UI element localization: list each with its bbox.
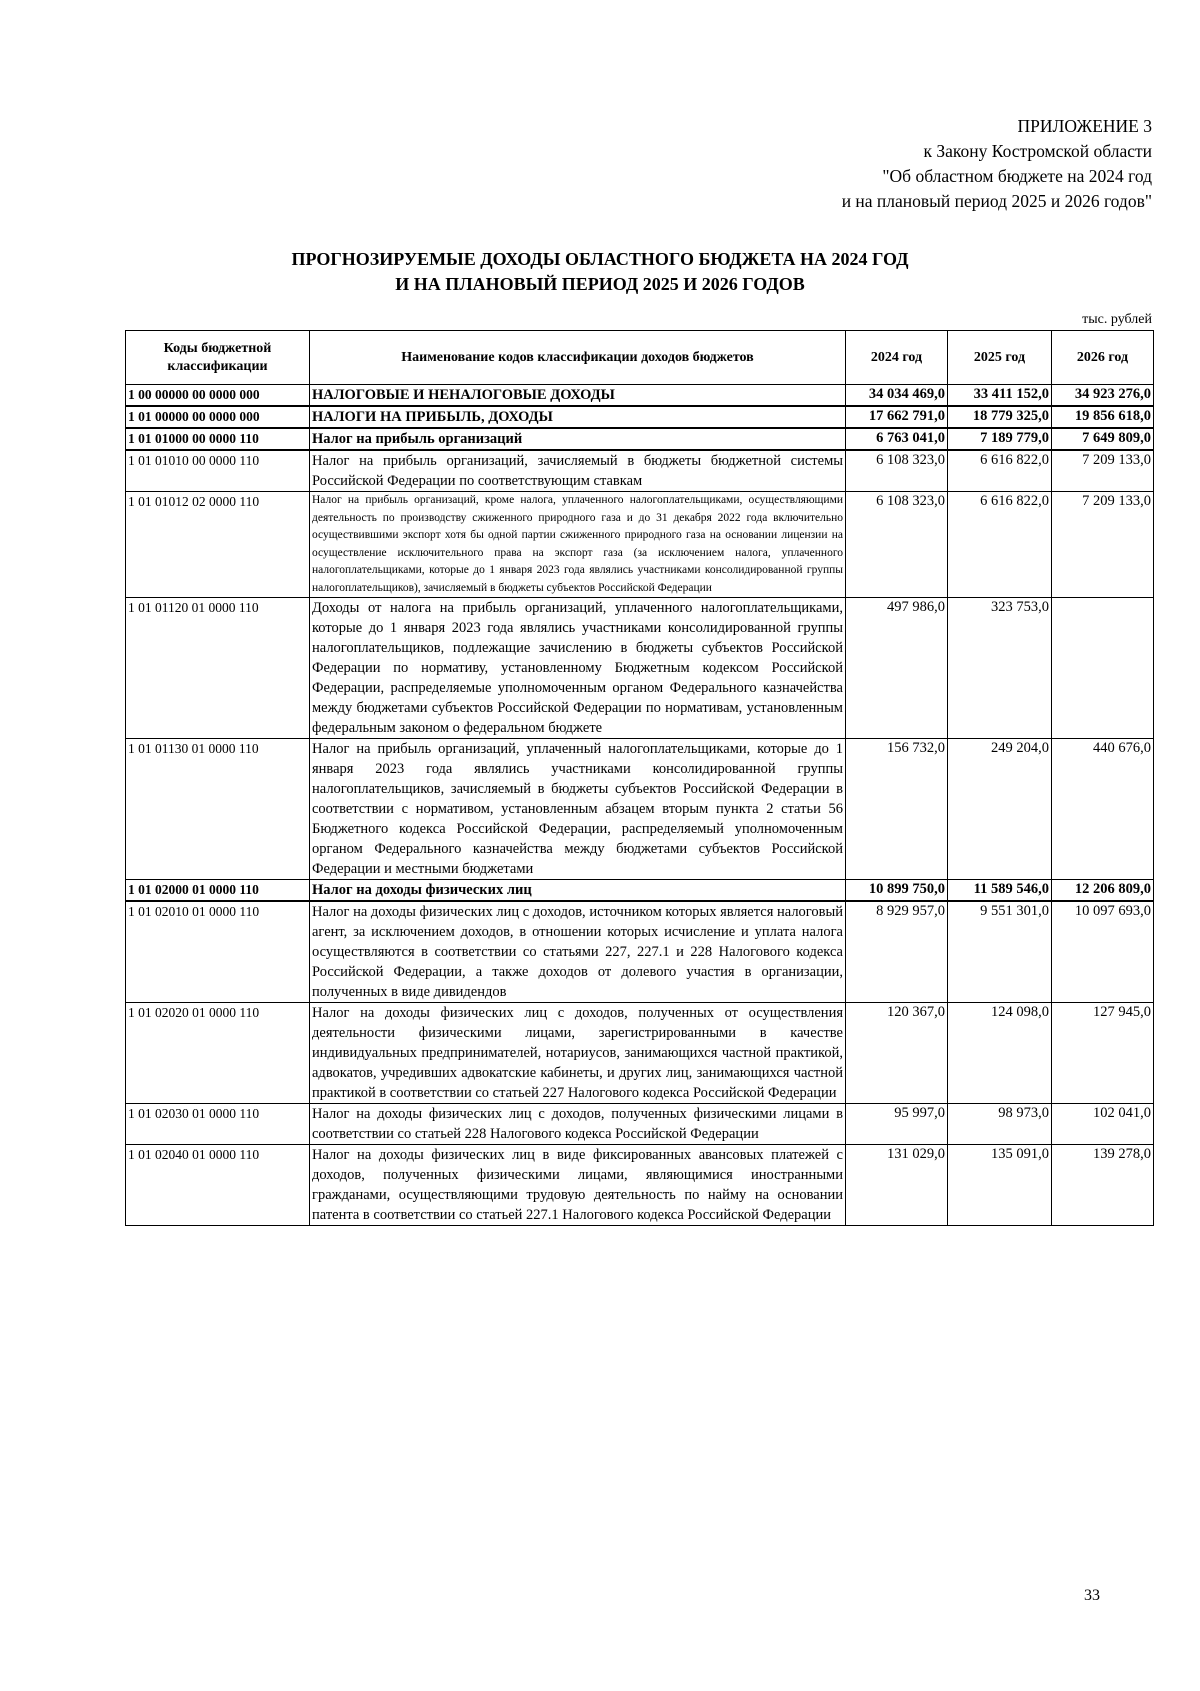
table-row: [126, 450, 1154, 492]
row-value-2024: 120 367,0: [846, 1003, 948, 1104]
table-row: [126, 880, 1154, 902]
row-value-2025: 124 098,0: [948, 1003, 1052, 1104]
row-code: 1 01 01010 00 0000 110: [126, 450, 310, 492]
row-code: 1 01 01120 01 0000 110: [126, 598, 310, 739]
document-title: [0, 247, 1200, 297]
row-name: Налог на прибыль организаций, зачисляемый в бюджеты бюджетной системы Российской Федерации по соответствующим ставкам: [310, 450, 846, 492]
row-value-2024: 95 997,0: [846, 1104, 948, 1145]
row-value-2026: 127 945,0: [1052, 1003, 1154, 1104]
row-value-2026: [1052, 598, 1154, 739]
table-header-row: [126, 331, 1154, 385]
appendix-number: ПРИЛОЖЕНИЕ 3: [1017, 116, 1152, 136]
appendix-law-period: и на плановый период 2025 и 2026 годов": [841, 191, 1152, 211]
row-value-2025: 33 411 152,0: [948, 385, 1052, 407]
table-row: [126, 428, 1154, 450]
units-label: тыс. рублей: [1082, 312, 1152, 327]
row-value-2024: 497 986,0: [846, 598, 948, 739]
title-line-1: ПРОГНОЗИРУЕМЫЕ ДОХОДЫ ОБЛАСТНОГО БЮДЖЕТА НА 2024 ГОД: [291, 249, 909, 269]
row-value-2026: 34 923 276,0: [1052, 385, 1154, 407]
row-name: НАЛОГОВЫЕ И НЕНАЛОГОВЫЕ ДОХОДЫ: [310, 385, 846, 407]
row-name: Налог на доходы физических лиц с доходов, источником которых является налоговый агент, за исключением доходов, в отношении которых исчисление и уплата налога осуществляются в соответствии со статьями 227, 227.1 и 228 Налогового кодекса Российской Федерации, а также доходов от долевого участия в организации, полученных в виде дивидендов: [310, 901, 846, 1003]
row-value-2026: 7 209 133,0: [1052, 492, 1154, 598]
row-name: Налог на доходы физических лиц в виде фиксированных авансовых платежей с доходов, полученных физическими лицами, являющимися иностранными гражданами, осуществляющими трудовую деятельность по найму на основании патента в соответствии со статьей 227.1 Налогового кодекса Российской Федерации: [310, 1145, 846, 1226]
row-value-2025: 7 189 779,0: [948, 428, 1052, 450]
row-value-2025: 323 753,0: [948, 598, 1052, 739]
row-name: Налог на прибыль организаций, уплаченный налогоплательщиками, которые до 1 января 2023 года являлись участниками консолидированной группы налогоплательщиков, зачисляемый в бюджеты субъектов Российской Федерации в соответствии с нормативом, установленным абзацем вторым пункта 2 статьи 56 Бюджетного кодекса Российской Федерации, распределяемый уполномоченным органом Федерального казначейства между бюджетами субъектов Российской Федерации и местными бюджетами: [310, 739, 846, 880]
row-value-2026: 139 278,0: [1052, 1145, 1154, 1226]
row-code: 1 01 02030 01 0000 110: [126, 1104, 310, 1145]
revenue-table: [125, 330, 1154, 1226]
row-code: 1 01 00000 00 0000 000: [126, 406, 310, 428]
row-value-2026: 10 097 693,0: [1052, 901, 1154, 1003]
row-value-2026: 12 206 809,0: [1052, 880, 1154, 902]
row-value-2026: 7 209 133,0: [1052, 450, 1154, 492]
header-name: Наименование кодов классификации доходов бюджетов: [310, 331, 846, 385]
header-2025: 2025 год: [948, 331, 1052, 385]
row-code: 1 01 02000 01 0000 110: [126, 880, 310, 902]
row-code: 1 01 02040 01 0000 110: [126, 1145, 310, 1226]
row-value-2025: 98 973,0: [948, 1104, 1052, 1145]
header-2024: 2024 год: [846, 331, 948, 385]
row-code: 1 00 00000 00 0000 000: [126, 385, 310, 407]
table-row: [126, 1104, 1154, 1145]
appendix-law-title: "Об областном бюджете на 2024 год: [882, 166, 1152, 186]
row-value-2026: 440 676,0: [1052, 739, 1154, 880]
row-value-2024: 17 662 791,0: [846, 406, 948, 428]
row-name: Налог на прибыль организаций, кроме налога, уплаченного налогоплательщиками, осуществляющими деятельность по производству сжиженного природного газа и до 31 декабря 2022 года включительно осуществившими экспорт хотя бы одной партии сжиженного природного газа на основании лицензии на осуществление исключительного права на экспорт газа (за исключением налога, уплаченного налогоплательщиками, которые до 1 января 2023 года являлись участниками консолидированной группы налогоплательщиков), зачисляемый в бюджеты субъектов Российской Федерации: [310, 492, 846, 598]
row-value-2026: 102 041,0: [1052, 1104, 1154, 1145]
row-name: Налог на доходы физических лиц: [310, 880, 846, 902]
table-row: [126, 1003, 1154, 1104]
row-name: Налог на доходы физических лиц с доходов, полученных физическими лицами в соответствии со статьей 228 Налогового кодекса Российской Федерации: [310, 1104, 846, 1145]
row-value-2025: 9 551 301,0: [948, 901, 1052, 1003]
row-value-2024: 156 732,0: [846, 739, 948, 880]
row-code: 1 01 01012 02 0000 110: [126, 492, 310, 598]
appendix-law: к Закону Костромской области: [923, 141, 1152, 161]
row-value-2025: 6 616 822,0: [948, 450, 1052, 492]
table-row: [126, 739, 1154, 880]
table-row: [126, 385, 1154, 407]
row-name: НАЛОГИ НА ПРИБЫЛЬ, ДОХОДЫ: [310, 406, 846, 428]
table-row: [126, 492, 1154, 598]
row-value-2025: 6 616 822,0: [948, 492, 1052, 598]
row-value-2024: 6 108 323,0: [846, 492, 948, 598]
table-row: [126, 406, 1154, 428]
row-code: 1 01 02020 01 0000 110: [126, 1003, 310, 1104]
row-name: Налог на доходы физических лиц с доходов, полученных от осуществления деятельности физическими лицами, зарегистрированными в качестве индивидуальных предпринимателей, нотариусов, занимающихся частной практикой, адвокатов, учредивших адвокатские кабинеты, и других лиц, занимающихся частной практикой в соответствии со статьей 227 Налогового кодекса Российской Федерации: [310, 1003, 846, 1104]
page-number: 33: [1084, 1587, 1100, 1604]
row-value-2025: 249 204,0: [948, 739, 1052, 880]
row-name: Налог на прибыль организаций: [310, 428, 846, 450]
header-code: Коды бюджетной классификации: [126, 331, 310, 385]
appendix-header: [632, 114, 1152, 214]
row-value-2024: 6 108 323,0: [846, 450, 948, 492]
row-value-2024: 34 034 469,0: [846, 385, 948, 407]
row-value-2024: 6 763 041,0: [846, 428, 948, 450]
header-2026: 2026 год: [1052, 331, 1154, 385]
row-value-2025: 18 779 325,0: [948, 406, 1052, 428]
title-line-2: И НА ПЛАНОВЫЙ ПЕРИОД 2025 И 2026 ГОДОВ: [395, 274, 805, 294]
row-value-2024: 10 899 750,0: [846, 880, 948, 902]
row-code: 1 01 01130 01 0000 110: [126, 739, 310, 880]
table-row: [126, 901, 1154, 1003]
row-value-2026: 19 856 618,0: [1052, 406, 1154, 428]
row-code: 1 01 01000 00 0000 110: [126, 428, 310, 450]
table-row: [126, 1145, 1154, 1226]
row-value-2025: 135 091,0: [948, 1145, 1052, 1226]
table-row: [126, 598, 1154, 739]
row-name: Доходы от налога на прибыль организаций, уплаченного налогоплательщиками, которые до 1 января 2023 года являлись участниками консолидированной группы налогоплательщиков, подлежащие зачислению в бюджеты субъектов Российской Федерации по нормативу, установленному Бюджетным кодексом Российской Федерации, распределяемые уполномоченным органом Федерального казначейства между бюджетами субъектов Российской Федерации по нормативам, установленным федеральным законом о федеральном бюджете: [310, 598, 846, 739]
row-value-2025: 11 589 546,0: [948, 880, 1052, 902]
row-value-2024: 8 929 957,0: [846, 901, 948, 1003]
row-value-2024: 131 029,0: [846, 1145, 948, 1226]
row-value-2026: 7 649 809,0: [1052, 428, 1154, 450]
row-code: 1 01 02010 01 0000 110: [126, 901, 310, 1003]
